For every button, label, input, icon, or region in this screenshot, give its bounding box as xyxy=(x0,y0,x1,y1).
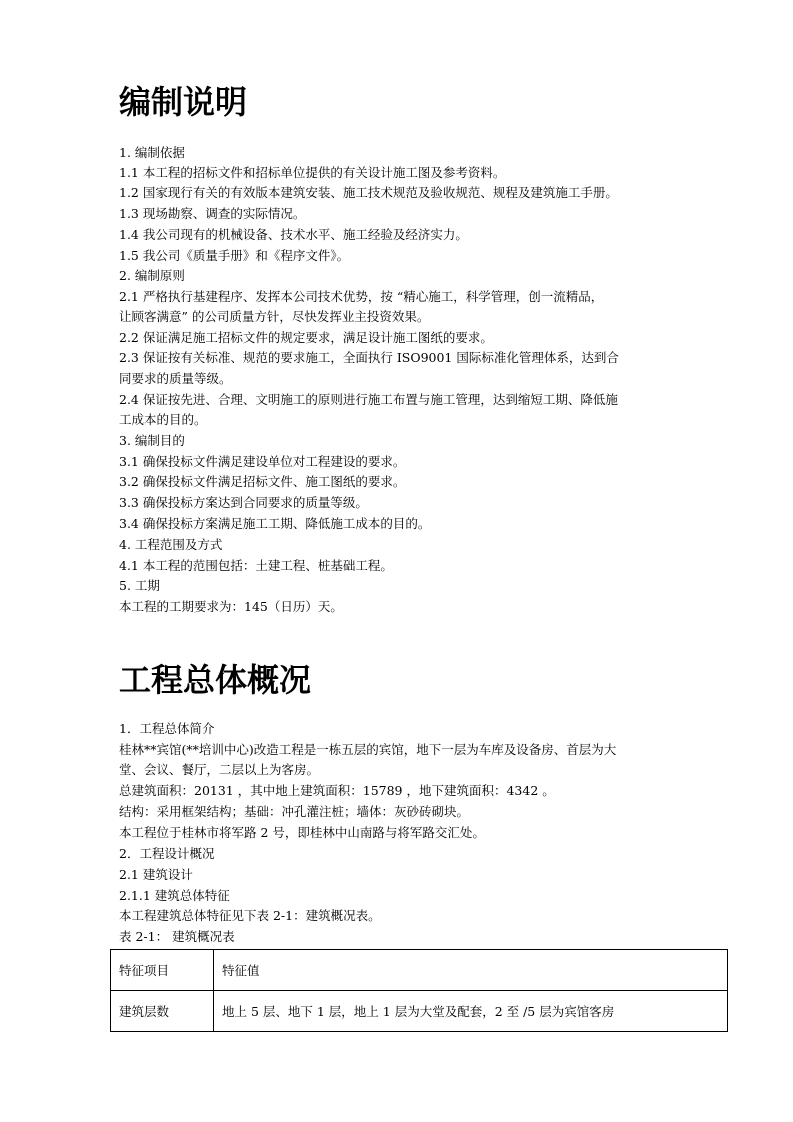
text-line: 2.3 保证按有关标准、规范的要求施工，全面执行 ISO9001 国际标准化管理体系，达到合 xyxy=(119,350,619,365)
text-line: 结构：采用框架结构；基础：冲孔灌注桩；墙体：灰砂砖砌块。 xyxy=(119,804,470,819)
text-line: 让顾客满意” 的公司质量方针，尽快发挥业主投资效果。 xyxy=(119,309,430,324)
table-caption: 表 2-1： 建筑概况表 xyxy=(119,929,235,944)
table-row xyxy=(111,991,728,1032)
table-header-cell: 特征值 xyxy=(214,950,728,991)
section-title-project-overview: 工程总体概况 xyxy=(119,661,312,699)
text-line: 2.1 严格执行基建程序、发挥本公司技术优势，按 “精心施工，科学管理，创一流精品， xyxy=(119,289,604,304)
table-cell: 地上 5 层、地下 1 层，地上 1 层为大堂及配套，2 至 /5 层为宾馆客房 xyxy=(214,991,728,1032)
text-line: 本工程位于桂林市将军路 2 号，即桂林中山南路与将军路交汇处。 xyxy=(119,825,485,840)
text-line: 同要求的质量等级。 xyxy=(119,371,232,386)
text-line: 3. 编制目的 xyxy=(119,433,185,448)
text-line: 1.1 本工程的招标文件和招标单位提供的有关设计施工图及参考资料。 xyxy=(119,165,506,180)
text-line: 3.1 确保投标文件满足建设单位对工程建设的要求。 xyxy=(119,454,406,469)
building-overview-table xyxy=(110,949,728,1032)
text-line: 工成本的目的。 xyxy=(119,412,207,427)
text-line: 2.2 保证满足施工招标文件的规定要求，满足设计施工图纸的要求。 xyxy=(119,330,493,345)
text-line: 2. 编制原则 xyxy=(119,268,185,283)
text-line: 3.4 确保投标方案满足施工工期、降低施工成本的目的。 xyxy=(119,516,431,531)
text-line: 2．工程设计概况 xyxy=(119,846,215,861)
text-line: 3.2 确保投标文件满足招标文件、施工图纸的要求。 xyxy=(119,474,406,489)
table-header-cell: 特征项目 xyxy=(111,950,214,991)
text-line: 1．工程总体简介 xyxy=(119,721,215,736)
text-line: 4.1 本工程的范围包括：土建工程、桩基础工程。 xyxy=(119,558,393,573)
text-line: 桂林**宾馆(**培训中心)改造工程是一栋五层的宾馆，地下一层为车库及设备房、首层为大 xyxy=(119,742,617,757)
text-line: 4. 工程范围及方式 xyxy=(119,537,223,552)
text-line: 1.3 现场勘察、调查的实际情况。 xyxy=(119,206,306,221)
text-line: 本工程建筑总体特征见下表 2-1：建筑概况表。 xyxy=(119,908,381,923)
text-line: 1.4 我公司现有的机械设备、技术水平、施工经验及经济实力。 xyxy=(119,227,468,242)
table-cell: 建筑层数 xyxy=(111,991,214,1032)
text-line: 1.5 我公司《质量手册》和《程序文件》。 xyxy=(119,248,350,263)
text-line: 2.1 建筑设计 xyxy=(119,867,193,882)
text-line: 堂、会议、餐厅，二层以上为客房。 xyxy=(119,762,320,777)
text-line: 2.4 保证按先进、合理、文明施工的原则进行施工布置与施工管理，达到缩短工期、降低施 xyxy=(119,392,618,407)
text-line: 3.3 确保投标方案达到合同要求的质量等级。 xyxy=(119,495,368,510)
text-line: 总建筑面积：20131 ，其中地上建筑面积：15789 ，地下建筑面积：4342 。 xyxy=(119,783,555,798)
text-line: 2.1.1 建筑总体特征 xyxy=(119,888,230,903)
text-line: 1.2 国家现行有关的有效版本建筑安装、施工技术规范及验收规范、规程及建筑施工手册。 xyxy=(119,185,618,200)
text-line: 本工程的工期要求为：145（日历）天。 xyxy=(119,599,343,614)
section-title-compilation-notes: 编制说明 xyxy=(119,83,248,121)
table-header-row xyxy=(111,950,728,991)
text-line: 1. 编制依据 xyxy=(119,145,185,160)
text-line: 5. 工期 xyxy=(119,578,160,593)
